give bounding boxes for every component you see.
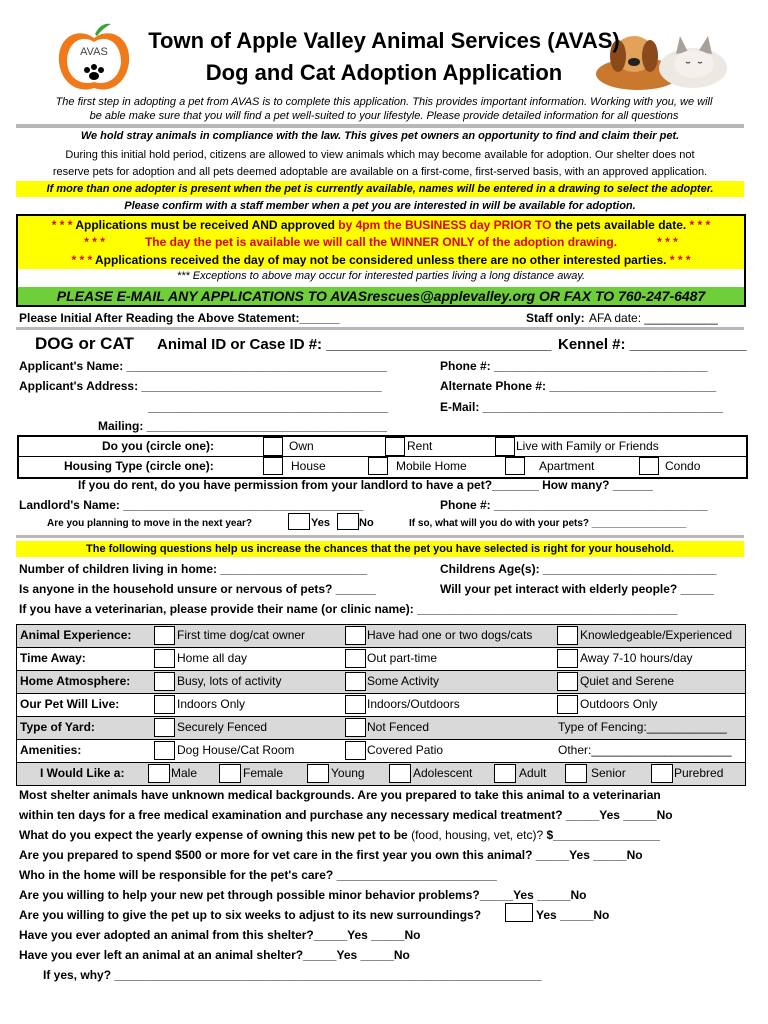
own-option[interactable]: Own [289,439,314,453]
children-count-field[interactable]: Number of children living in home: ______________________ [19,562,368,576]
grid-option[interactable]: Securely Fenced [177,720,268,734]
applicant-address-line-2[interactable]: ____________________________________ [148,400,389,414]
move-question: Are you planning to move in the next year? [47,518,253,529]
grid-option[interactable]: Dog House/Cat Room [177,743,295,757]
move-no-checkbox[interactable] [337,513,359,530]
house-checkbox[interactable] [263,457,283,475]
grid-checkbox[interactable] [154,718,175,737]
rent-option[interactable]: Rent [407,439,433,453]
adult-option[interactable]: Adult [519,766,547,780]
grid-checkbox[interactable] [345,695,366,714]
senior-option[interactable]: Senior [591,766,626,780]
grid-checkbox[interactable] [557,695,578,714]
landlord-permission-question[interactable]: If you do rent, do you have permission from your landlord to have a pet?_______ How many? ______ [78,478,653,492]
purebred-checkbox[interactable] [651,764,673,783]
grid-row-label: Amenities: [20,743,82,757]
deadline-line-1: * * * Applications must be received AND approved by 4pm the BUSINESS day PRIOR TO the pets available date. * * * [18,216,744,234]
grid-option[interactable]: Have had one or two dogs/cats [367,628,533,642]
adopted-before-question[interactable]: Have you ever adopted an animal from this shelter?_____Yes _____No [19,928,421,942]
mobile-home-checkbox[interactable] [368,457,388,475]
yearly-expense-question[interactable]: What do you expect the yearly expense of owning this new pet to be (food, housing, vet, etc)? $________________ [19,828,660,842]
intro-line-2: be able make sure that you will find a pet well-suited to your lifestyle. Please provide detailed information for all questions [89,110,679,122]
senior-checkbox[interactable] [565,764,587,783]
medical-question-line-1: Most shelter animals have unknown medical backgrounds. Are you prepared to take this animal to a veterinarian [19,788,661,802]
divider [16,327,744,330]
grid-row-label: Animal Experience: [20,628,132,642]
grid-row-yard [17,717,745,740]
elderly-interaction-field[interactable]: Will your pet interact with elderly people? _____ [440,582,714,596]
grid-option[interactable]: Busy, lots of activity [177,674,282,688]
grid-option[interactable]: Knowledgeable/Experienced [580,628,733,642]
live-with-family-option[interactable]: Live with Family or Friends [516,439,659,453]
other-amenities-field[interactable]: Other:_____________________ [558,743,732,757]
deadline-line-2: * * * The day the pet is available we will call the WINNER ONLY of the adoption drawing. * * * [18,234,744,251]
adolescent-checkbox[interactable] [389,764,411,783]
preference-grid [16,624,746,786]
alternate-phone-field[interactable]: Alternate Phone #: _________________________ [440,379,717,393]
behavior-question[interactable]: Are you willing to help your new pet through possible minor behavior problems?_____Yes _____No [19,888,587,902]
adjustment-yes-box[interactable] [505,903,533,922]
phone-field[interactable]: Phone #: ________________________________ [440,359,708,373]
applicant-address-field[interactable]: Applicant's Address: ____________________________________ [19,379,382,393]
grid-option[interactable]: Home all day [177,651,248,665]
deadline-box [16,214,746,307]
grid-checkbox[interactable] [154,626,175,645]
intro-line-1: The first step in adopting a pet from AVAS is to complete this application. This provides important information. Working with you, we will [55,96,713,108]
grid-checkbox[interactable] [154,672,175,691]
female-option[interactable]: Female [243,766,284,780]
live-with-family-checkbox[interactable] [495,437,515,456]
move-plan-field[interactable]: If so, what will you do with your pets? _________________ [409,518,687,529]
move-yes-checkbox[interactable] [288,513,310,530]
adjustment-question: Are you willing to give the pet up to six weeks to adjust to its new surroundings? [19,908,482,922]
grid-checkbox[interactable] [345,626,366,645]
email-fax-line: PLEASE E-MAIL ANY APPLICATIONS TO AVASrescues@applevalley.org OR FAX TO 760-247-6487 [18,287,744,305]
grid-checkbox[interactable] [557,672,578,691]
grid-checkbox[interactable] [345,741,366,760]
male-option[interactable]: Male [171,766,198,780]
do-you-label: Do you (circle one): [102,439,215,453]
grid-row-label: Our Pet Will Live: [20,697,120,711]
afa-date-field[interactable]: AFA date: ___________ [589,311,718,325]
grid-option[interactable]: Not Fenced [367,720,430,734]
grid-option[interactable]: First time dog/cat owner [177,628,306,642]
grid-checkbox[interactable] [154,695,175,714]
young-option[interactable]: Young [331,766,365,780]
grid-checkbox[interactable] [345,649,366,668]
apartment-option[interactable]: Apartment [539,459,595,473]
stray-line-2: During this initial hold period, citizens are allowed to view animals which may become available for adoption. Our shelter does not [65,149,695,161]
condo-checkbox[interactable] [639,457,659,475]
logo-text: AVAS [80,46,108,58]
form-title: Town of Apple Valley Animal Services (AVAS) [148,28,620,53]
grid-row-atmosphere [17,671,745,694]
children-ages-field[interactable]: Childrens Age(s): __________________________ [440,562,717,576]
household-banner: The following questions help us increase the chances that the pet you have selected is right for your household. [16,541,744,557]
grid-row-time-away [17,648,745,671]
apartment-checkbox[interactable] [505,457,525,475]
female-checkbox[interactable] [219,764,241,783]
rent-checkbox[interactable] [385,437,405,456]
grid-option[interactable]: Covered Patio [367,743,444,757]
housing-box [17,435,748,479]
kennel-field[interactable]: Kennel #: ______________ [558,336,747,353]
grid-row-label: Type of Yard: [20,720,95,734]
surrender-reason-field[interactable]: If yes, why? ________________________________________________________________ [43,968,542,982]
grid-option[interactable]: Indoors/Outdoors [367,697,460,711]
grid-row-experience [17,625,745,648]
house-option[interactable]: House [291,459,326,473]
adult-checkbox[interactable] [494,764,516,783]
divider [16,124,744,128]
grid-option[interactable]: Away 7-10 hours/day [580,651,693,665]
grid-row-amenities [17,740,745,763]
grid-checkbox[interactable] [345,718,366,737]
applicant-name-field[interactable]: Applicant's Name: _______________________________________ [19,359,387,373]
mailing-field[interactable]: Mailing: ____________________________________ [98,419,387,433]
mobile-home-option[interactable]: Mobile Home [396,459,467,473]
grid-option[interactable]: Indoors Only [177,697,246,711]
grid-option[interactable]: Out part-time [367,651,438,665]
male-checkbox[interactable] [148,764,170,783]
initial-statement[interactable]: Please Initial After Reading the Above Statement:______ [19,311,340,325]
exceptions-line: *** Exceptions to above may occur for interested parties living a long distance away. [176,270,586,282]
fencing-type-field[interactable]: Type of Fencing:____________ [558,720,727,734]
stray-line-1: We hold stray animals in compliance with the law. This gives pet owners an opportunity to find and claim their pet. [80,130,680,142]
email-field[interactable]: E-Mail: ____________________________________ [440,400,723,414]
purebred-option[interactable]: Purebred [674,766,724,780]
landlord-phone-field[interactable]: Phone #: ________________________________ [440,498,708,512]
adjustment-answer[interactable]: Yes _____No [536,908,610,922]
grid-checkbox[interactable] [154,741,175,760]
deadline-line-3: * * * Applications received the day of may not be considered unless there are no other interested parties. * * * [18,251,744,269]
medical-question-line-2[interactable]: within ten days for a free medical examination and purchase any necessary medical treatment? _____Yes _____No [19,808,673,822]
drawing-notice: If more than one adopter is present when the pet is currently available, names will be entered in a drawing to select the adopter. [16,181,744,197]
own-checkbox[interactable] [263,437,283,456]
form-subtitle: Dog and Cat Adoption Application [205,60,563,85]
grid-checkbox[interactable] [557,649,578,668]
grid-row-label: Time Away: [20,651,86,665]
grid-option[interactable]: Some Activity [367,674,440,688]
young-checkbox[interactable] [307,764,329,783]
divider [16,535,744,538]
dog-or-cat-label[interactable]: DOG or CAT [35,334,134,353]
grid-row-would-like [17,763,745,785]
grid-option[interactable]: Outdoors Only [580,697,658,711]
would-like-label: I Would Like a: [40,766,125,780]
housing-type-label: Housing Type (circle one): [64,459,214,473]
nervous-of-pets-field[interactable]: Is anyone in the household unsure or nervous of pets? ______ [19,582,376,596]
landlord-name-field[interactable]: Landlord's Name: ____________________________________ [19,498,364,512]
condo-option[interactable]: Condo [665,459,701,473]
animal-id-field[interactable]: Animal ID or Case ID #: ___________________________ [157,336,552,353]
move-yes-label: Yes [311,517,330,529]
grid-checkbox[interactable] [557,626,578,645]
adolescent-option[interactable]: Adolescent [413,766,473,780]
grid-option[interactable]: Quiet and Serene [580,674,675,688]
grid-checkbox[interactable] [154,649,175,668]
surrendered-before-question[interactable]: Have you ever left an animal at an animal shelter?_____Yes _____No [19,948,410,962]
grid-row-live [17,694,745,717]
veterinarian-field[interactable]: If you have a veterinarian, please provide their name (or clinic name): _______________________________________ [19,602,678,616]
stray-line-3: reserve pets for adoption and all pets deemed adoptable are available on a first-come, first-served basis, with an approved application. [52,166,708,178]
vet-budget-question[interactable]: Are you prepared to spend $500 or more for vet care in the first year you own this animal? _____Yes _____No [19,848,643,862]
confirm-notice: Please confirm with a staff member when a pet you are interested in will be available for adoption. [124,200,636,212]
grid-checkbox[interactable] [345,672,366,691]
staff-only-label: Staff only: [526,311,585,325]
grid-row-label: Home Atmosphere: [20,674,131,688]
move-no-label: No [359,517,374,529]
responsible-person-question[interactable]: Who in the home will be responsible for the pet's care? ________________________ [19,868,497,882]
